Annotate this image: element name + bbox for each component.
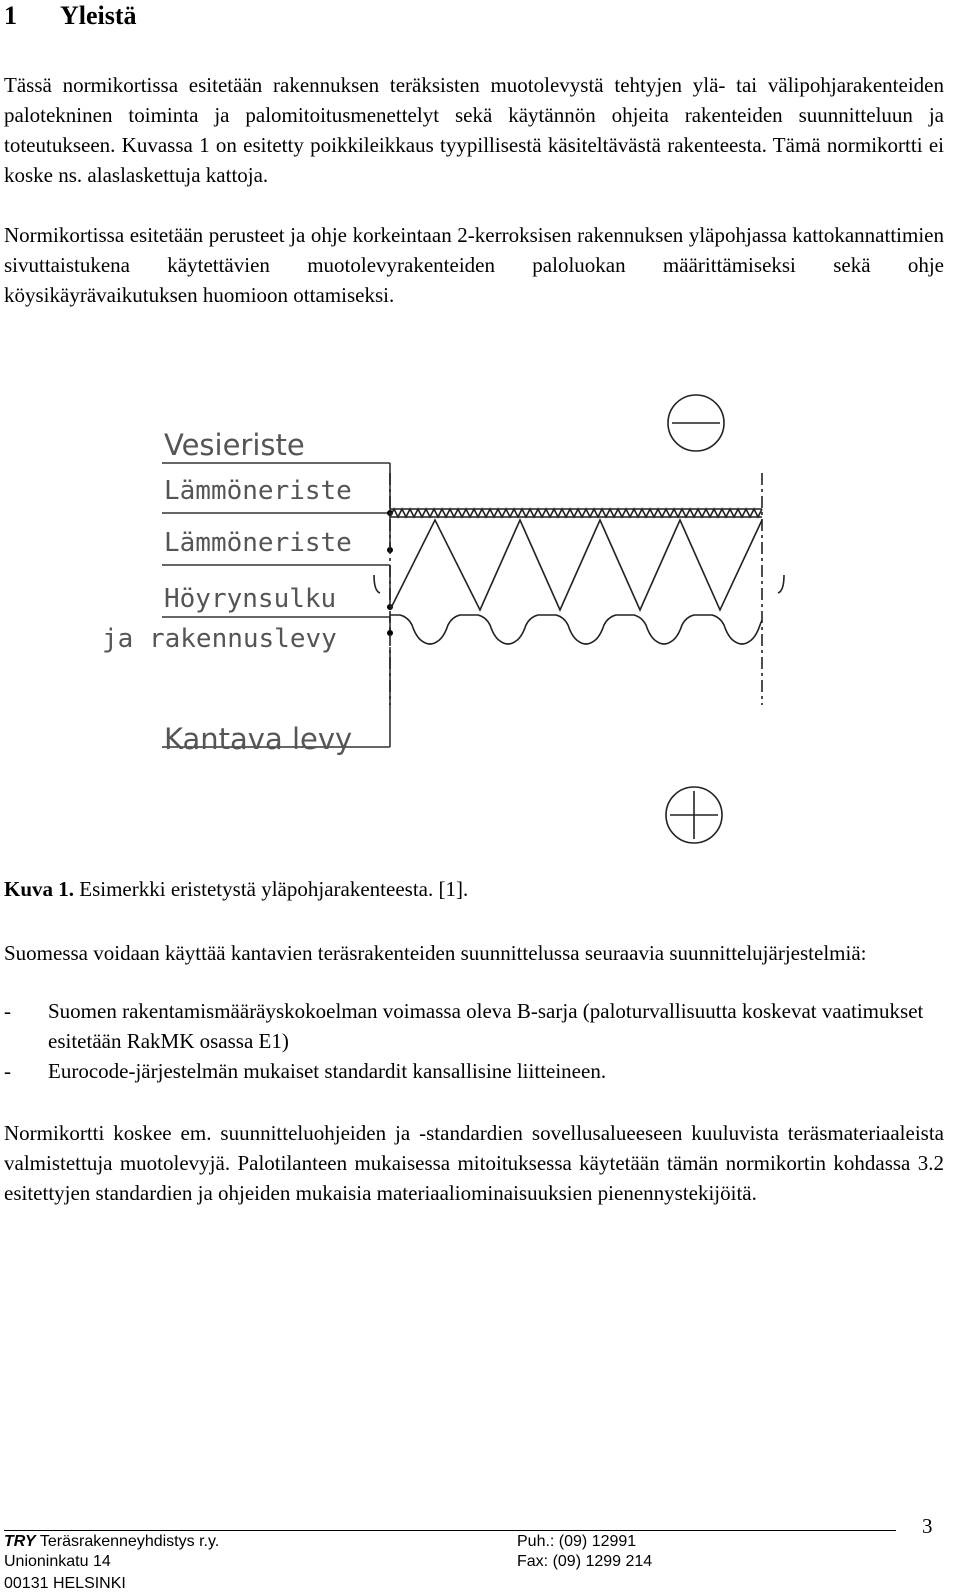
footer-fax: Fax: (09) 1299 214 — [517, 1553, 653, 1570]
plus-symbol — [666, 787, 722, 843]
footer-address-1: Unioninkatu 14 — [4, 1553, 111, 1570]
systems-paragraph: Suomessa voidaan käyttää kantavien teräsrakenteiden suunnittelussa seuraavia suunnittelujärjestelmiä: — [4, 941, 867, 965]
systems-list — [4, 996, 944, 1086]
list-item — [4, 1056, 944, 1086]
caption-label: Kuva 1. — [4, 877, 75, 901]
label-kantava-levy: Kantava levy — [164, 722, 353, 756]
scope-paragraph: Normikortissa esitetään perusteet ja ohje korkeintaan 2-kerroksisen rakennuksen yläpohjassa kattokannattimien sivuttaistukena käytettävien muotolevyrakenteiden paloluokan määrittämiseksi sekä ohje köysikäyrävaikutuksen huomioon ottamiseksi. — [4, 223, 944, 307]
list-dash: - — [4, 999, 11, 1023]
footer-org-abbrev: TRY — [4, 1533, 36, 1550]
list-item — [4, 996, 944, 1056]
footer-divider — [4, 1530, 896, 1531]
section-title: Yleistä — [60, 1, 137, 30]
list-item-text: Suomen rakentamismääräyskokoelman voimassa oleva B-sarja (paloturvallisuutta koskevat vaatimukset esitetään RakMK osassa E1) — [48, 999, 924, 1053]
footer-phone: Puh.: (09) 12991 — [517, 1533, 637, 1550]
label-hoyrynsulku: Höyrynsulku — [164, 584, 337, 614]
caption-text: Esimerkki eristetystä yläpohjarakenteesta. [1]. — [79, 877, 469, 901]
intro-paragraph: Tässä normikortissa esitetään rakennuksen teräksisten muotolevystä tehtyjen ylä- tai välipohjarakenteiden palotekninen toiminta ja palomitoitusmenettelyt sekä käytännön ohjeita rakenteiden suunnitteluun ja toteutukseen. Kuvassa 1 on esitetty poikkileikkaus tyypillisestä käsiteltävästä rakenteesta. Tämä normikortti ei koske ns. alaslaskettuja kattoja. — [4, 73, 944, 187]
minus-symbol — [668, 395, 724, 451]
span-bracket — [374, 575, 784, 593]
page-number: 3 — [922, 1514, 933, 1538]
footer-org-name: Teräsrakenneyhdistys r.y. — [35, 1533, 220, 1550]
figure-labels — [102, 428, 352, 756]
label-lammoneriste-2: Lämmöneriste — [164, 528, 352, 558]
label-vesieriste: Vesieriste — [164, 428, 305, 462]
footer-org — [4, 1532, 219, 1552]
roof-structure-figure — [90, 385, 790, 855]
label-rakennuslevy: ja rakennuslevy — [102, 624, 337, 654]
label-lammoneriste-1: Lämmöneriste — [164, 476, 352, 506]
list-item-text: Eurocode-järjestelmän mukaiset standardit kansallisine liitteineen. — [48, 1059, 607, 1083]
figure-caption — [4, 874, 468, 904]
list-dash: - — [4, 1059, 11, 1083]
waterproofing-hatch — [390, 509, 762, 517]
footer-address-2: 00131 HELSINKI — [4, 1575, 126, 1592]
steel-deck-profile — [390, 615, 762, 644]
structure-drawing — [374, 473, 784, 705]
materials-paragraph: Normikortti koskee em. suunnitteluohjeiden ja -standardien sovellusalueeseen kuuluvista teräsmateriaaleista valmistettuja muotolevyjä. Palotilanteen mukaisessa mitoituksessa käytetään tämän normikortin kohdassa 3.2 esitettyjen standardien ja ohjeiden mukaisia materiaaliominaisuuksien pienennystekijöitä. — [4, 1121, 944, 1205]
section-heading — [4, 0, 137, 32]
insulation-zigzag — [390, 520, 762, 610]
section-number: 1 — [4, 1, 17, 30]
